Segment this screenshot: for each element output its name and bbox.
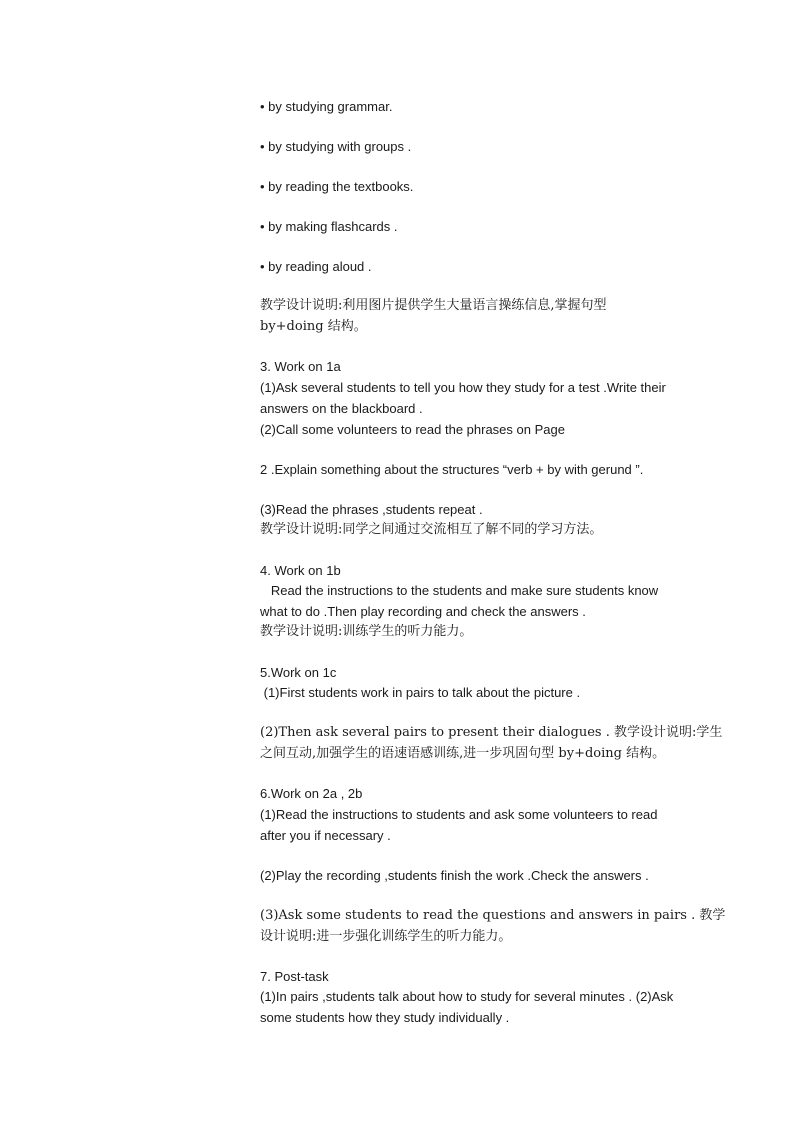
paragraph-line: 设计说明:进一步强化训练学生的听力能力。 bbox=[260, 929, 512, 944]
paragraph-line: (1)Read the instructions to students and ask some volunteers to read bbox=[260, 807, 658, 822]
paragraph-line: (1)In pairs ,students talk about how to study for several minutes . (2)Ask bbox=[260, 989, 674, 1004]
bullet-item: • by reading aloud . bbox=[260, 259, 372, 274]
section-heading: 5.Work on 1c bbox=[260, 665, 337, 680]
section-heading: 3. Work on 1a bbox=[260, 359, 341, 374]
paragraph-line: answers on the blackboard . bbox=[260, 401, 423, 416]
bullet-item: • by making flashcards . bbox=[260, 219, 398, 234]
paragraph-line: what to do .Then play recording and check the answers . bbox=[260, 604, 586, 619]
paragraph-line: (3)Ask some students to read the questions and answers in pairs . 教学 bbox=[260, 908, 726, 923]
design-note-line: 教学设计说明:同学之间通过交流相互了解不同的学习方法。 bbox=[260, 522, 603, 537]
paragraph-line: (1)First students work in pairs to talk about the picture . bbox=[260, 685, 581, 700]
paragraph-line: Read the instructions to the students and make sure students know bbox=[260, 583, 659, 598]
paragraph-line: some students how they study individually . bbox=[260, 1010, 510, 1025]
paragraph-line: (1)Ask several students to tell you how they study for a test .Write their bbox=[260, 380, 666, 395]
section-heading: 7. Post-task bbox=[260, 969, 329, 984]
bullet-item: • by studying grammar. bbox=[260, 99, 393, 114]
paragraph-line: (2)Play the recording ,students finish the work .Check the answers . bbox=[260, 868, 649, 883]
design-note-line: 教学设计说明:利用图片提供学生大量语言操练信息,掌握句型 bbox=[260, 298, 607, 313]
section-heading: 4. Work on 1b bbox=[260, 563, 341, 578]
design-note-line: by+doing 结构。 bbox=[260, 319, 367, 334]
bullet-item: • by studying with groups . bbox=[260, 139, 412, 154]
bullet-item: • by reading the textbooks. bbox=[260, 179, 414, 194]
paragraph-line: (2)Call some volunteers to read the phrases on Page bbox=[260, 422, 565, 437]
paragraph-line: 之间互动,加强学生的语速语感训练,进一步巩固句型 by+doing 结构。 bbox=[260, 746, 666, 761]
paragraph-line: after you if necessary . bbox=[260, 828, 391, 843]
paragraph-line: (2)Then ask several pairs to present their dialogues . 教学设计说明:学生 bbox=[260, 725, 723, 740]
paragraph-line: (3)Read the phrases ,students repeat . bbox=[260, 502, 483, 517]
section-heading: 6.Work on 2a , 2b bbox=[260, 786, 363, 801]
design-note-line: 教学设计说明:训练学生的听力能力。 bbox=[260, 624, 473, 639]
paragraph-line: 2 .Explain something about the structures “verb + by with gerund ”. bbox=[260, 462, 644, 477]
